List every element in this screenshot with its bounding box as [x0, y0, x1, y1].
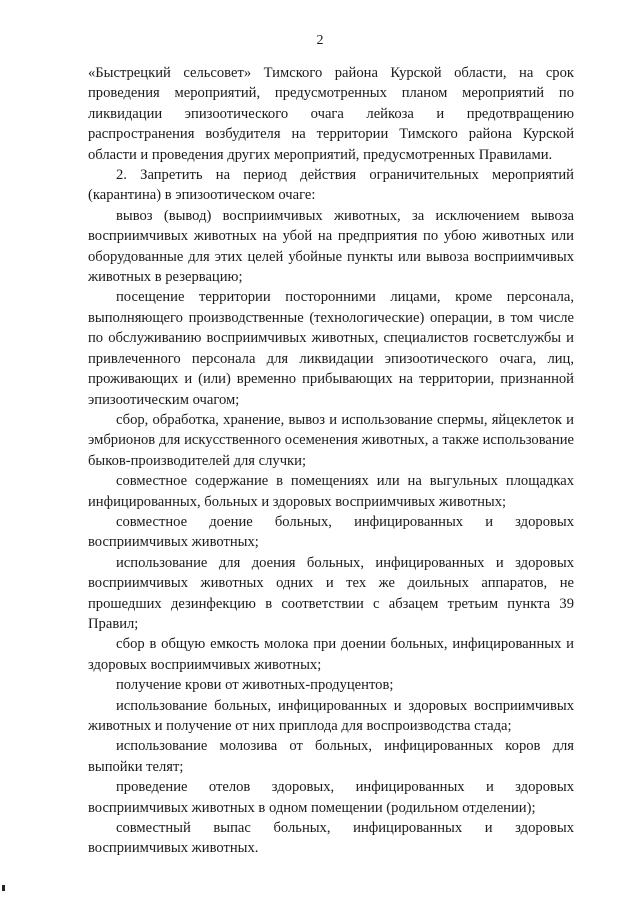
paragraph-prohibition-calving: проведение отелов здоровых, инфицированных и здоровых восприимчивых животных в одном помещении (родильном отделении);: [88, 779, 574, 816]
paragraph-prohibition-removal: вывоз (вывод) восприимчивых животных, за исключением вывоза восприимчивых животных на убой на предприятия по убою животных или оборудованные для этих целей убойные пункты или вывоза восприимчивых животных в резервацию;: [88, 207, 574, 286]
document-body: [88, 63, 574, 859]
scan-artifact: [2, 885, 5, 891]
paragraph-prohibition-joint-keeping: совместное содержание в помещениях или на выгульных площадках инфицированных, больных и здоровых восприимчивых животных;: [88, 473, 574, 510]
paragraph-prohibition-milk-collection: сбор в общую емкость молока при доении больных, инфицированных и здоровых восприимчивых животных;: [88, 636, 574, 673]
paragraph-prohibition-semen: сбор, обработка, хранение, вывоз и использование спермы, яйцеклеток и эмбрионов для искусственного осеменения животных, а также использование быков-производителей для случки;: [88, 411, 574, 469]
paragraph-prohibition-colostrum: использование молозива от больных, инфицированных коров для выпойки телят;: [88, 738, 574, 775]
paragraph-prohibition-joint-milking: совместное доение больных, инфицированных и здоровых восприимчивых животных;: [88, 513, 574, 551]
paragraph-prohibition-milking-machines: использование для доения больных, инфицированных и здоровых восприимчивых животных одних и тех же доильных аппаратов, не прошедших дезинфекцию в соответствии с абзацем третьим пункта 39 Правил;: [88, 554, 574, 632]
paragraph-prohibition-blood: получение крови от животных-продуцентов;: [116, 677, 394, 694]
paragraph-continuation: «Быстрецкий сельсовет» Тимского района Курской области, на срок проведения мероприятий, предусмотренных планом мероприятий по ликвидации эпизоотического очага лейкоза и предотвращению распространения возбудителя на территории Тимского района Курской области и проведения других мероприятий, предусмотренных Правилами.: [88, 65, 574, 163]
paragraph-prohibition-visits: посещение территории посторонними лицами, кроме персонала, выполняющего производственные (технологические) операции, в том числе по обслуживанию восприимчивых животных, специалистов госветслужбы и привлеченного персонала для ликвидации эпизоотического очага, лиц, проживающих и (или) временно прибывающих на территории, признанной эпизоотическим очагом;: [88, 289, 574, 408]
paragraph-clause-2: 2. Запретить на период действия ограничительных мероприятий (карантина) в эпизоотическом очаге:: [88, 167, 574, 204]
page-number: 2: [316, 33, 324, 48]
paragraph-prohibition-grazing: совместный выпас больных, инфицированных и здоровых восприимчивых животных.: [88, 820, 574, 857]
paragraph-prohibition-breeding: использование больных, инфицированных и здоровых восприимчивых животных и получение от них приплода для воспроизводства стада;: [88, 697, 574, 734]
